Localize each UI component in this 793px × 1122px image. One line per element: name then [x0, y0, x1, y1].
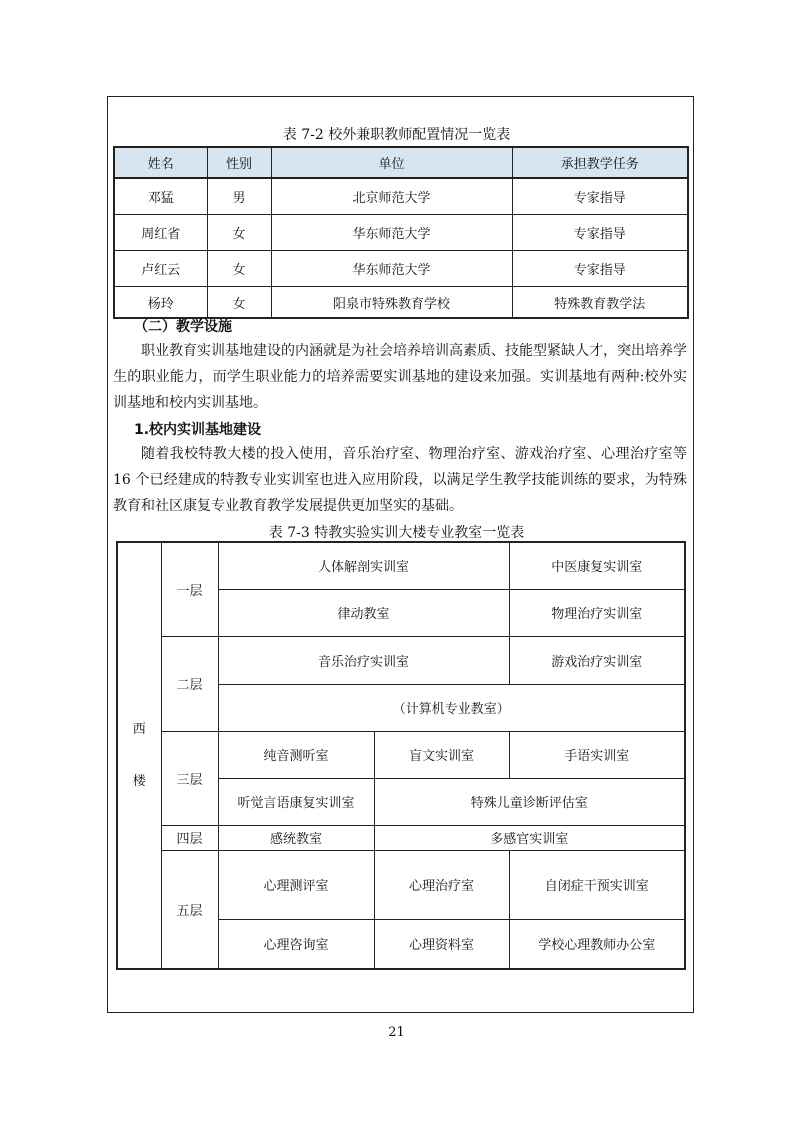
- room-cell: 律动教室: [218, 589, 509, 636]
- table-row: [114, 178, 688, 215]
- room-cell: 手语实训室: [509, 731, 685, 778]
- column-header: 性别: [207, 147, 271, 178]
- part-time-teachers-table: [113, 146, 689, 319]
- room-cell: 音乐治疗实训室: [218, 636, 509, 684]
- section-heading-teaching-facilities: （二）教学设施: [134, 319, 232, 335]
- cell-name: 邓猛: [114, 178, 207, 215]
- room-cell: 纯音测听室: [218, 731, 374, 778]
- room-cell: 心理咨询室: [218, 919, 374, 969]
- section-heading-training-base: 1.校内实训基地建设: [134, 422, 262, 438]
- cell-unit: 华东师范大学: [271, 215, 512, 251]
- facilities-paragraph: 职业教育实训基地建设的内涵就是为社会培养培训高素质、技能型紧缺人才，突出培养学生的职业能力，而学生职业能力的培养需要实训基地的建设来加强。实训基地有两种:校外实训基地和校内实训基地。: [113, 343, 687, 411]
- cell-gender: 女: [207, 251, 271, 287]
- cell-gender: 女: [207, 215, 271, 251]
- room-cell: 自闭症干预实训室: [509, 850, 685, 919]
- table-7-3-caption: 表 7-3 特教实验实训大楼专业教室一览表: [268, 525, 525, 541]
- table-7-2-caption: 表 7-2 校外兼职教师配置情况一览表: [282, 127, 511, 143]
- page-number: 21: [388, 1025, 405, 1040]
- cell-task: 专家指导: [512, 215, 688, 251]
- floor-label: 二层: [161, 636, 218, 731]
- building-cell: [117, 542, 161, 969]
- table-header-row: [114, 147, 688, 178]
- room-cell: （计算机专业教室）: [218, 684, 685, 731]
- room-cell: 人体解剖实训室: [218, 542, 509, 589]
- floor-label: 一层: [161, 542, 218, 636]
- cell-name: 杨玲: [114, 287, 207, 319]
- table-row: [117, 825, 685, 850]
- room-cell: 心理资料室: [374, 919, 509, 969]
- table-row: [117, 850, 685, 919]
- room-cell: 心理治疗室: [374, 850, 509, 919]
- column-header: 承担教学任务: [512, 147, 688, 178]
- room-cell: 心理测评室: [218, 850, 374, 919]
- cell-name: 周红省: [114, 215, 207, 251]
- table-row: [117, 542, 685, 589]
- cell-gender: 男: [207, 178, 271, 215]
- cell-task: 专家指导: [512, 251, 688, 287]
- room-cell: 盲文实训室: [374, 731, 509, 778]
- room-cell: 游戏治疗实训室: [509, 636, 685, 684]
- column-header: 姓名: [114, 147, 207, 178]
- table-row: [114, 287, 688, 319]
- training-base-paragraph: 随着我校特教大楼的投入使用，音乐治疗室、物理治疗室、游戏治疗室、心理治疗室等 16 个已经建成的特教专业实训室也进入应用阶段，以满足学生教学技能训练的要求，为特殊教育和社区康复专业教育教学发展提供更加坚实的基础。: [113, 446, 687, 514]
- classroom-table: [116, 541, 686, 970]
- building-char: 西: [132, 721, 146, 737]
- room-cell: 听觉言语康复实训室: [218, 778, 374, 825]
- cell-unit: 阳泉市特殊教育学校: [271, 287, 512, 319]
- cell-unit: 北京师范大学: [271, 178, 512, 215]
- room-cell: 学校心理教师办公室: [509, 919, 685, 969]
- table-row: [114, 251, 688, 287]
- table-row: [117, 636, 685, 684]
- cell-gender: 女: [207, 287, 271, 319]
- cell-task: 特殊教育教学法: [512, 287, 688, 319]
- room-cell: 中医康复实训室: [509, 542, 685, 589]
- column-header: 单位: [271, 147, 512, 178]
- table-row: [114, 215, 688, 251]
- table-row: [117, 731, 685, 778]
- building-char: 楼: [132, 773, 146, 789]
- cell-name: 卢红云: [114, 251, 207, 287]
- room-cell: 物理治疗实训室: [509, 589, 685, 636]
- cell-task: 专家指导: [512, 178, 688, 215]
- floor-label: 五层: [161, 850, 218, 969]
- room-cell: 多感官实训室: [374, 825, 685, 850]
- room-cell: 感统教室: [218, 825, 374, 850]
- floor-label: 四层: [161, 825, 218, 850]
- room-cell: 特殊儿童诊断评估室: [374, 778, 685, 825]
- floor-label: 三层: [161, 731, 218, 825]
- cell-unit: 华东师范大学: [271, 251, 512, 287]
